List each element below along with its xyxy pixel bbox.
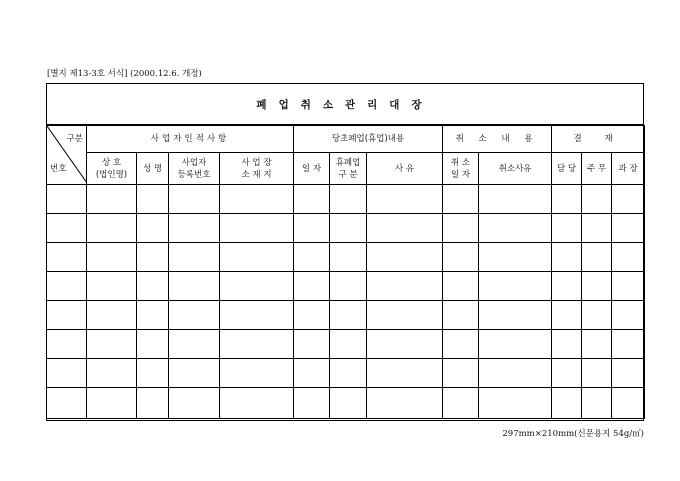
table-cell[interactable] <box>582 272 612 301</box>
table-cell[interactable] <box>87 214 137 243</box>
table-cell[interactable] <box>294 359 330 388</box>
header-trade-name: 상 호 (법인명) <box>87 153 137 185</box>
table-cell[interactable] <box>137 243 169 272</box>
table-cell[interactable] <box>137 359 169 388</box>
table-cell[interactable] <box>582 359 612 388</box>
table-cell[interactable] <box>137 214 169 243</box>
table-cell[interactable] <box>479 359 552 388</box>
table-cell[interactable] <box>552 243 582 272</box>
table-cell[interactable] <box>367 359 443 388</box>
table-cell[interactable] <box>367 301 443 330</box>
table-cell[interactable] <box>220 330 294 359</box>
gubun-beonho-cell <box>47 126 87 185</box>
table-cell[interactable] <box>443 272 479 301</box>
header-group-closure: 당초폐업(휴업)내용 <box>294 126 443 153</box>
table-cell[interactable] <box>137 388 169 419</box>
table-row <box>47 185 645 214</box>
table-cell[interactable] <box>47 359 87 388</box>
table-cell[interactable] <box>552 359 582 388</box>
table-cell[interactable] <box>330 214 367 243</box>
table-cell[interactable] <box>582 214 612 243</box>
table-cell[interactable] <box>552 330 582 359</box>
table-cell[interactable] <box>330 359 367 388</box>
paper-spec: 297mm×210mm(신문용지 54g/㎡) <box>502 429 644 439</box>
header-cancel-reason: 취소사유 <box>479 153 552 185</box>
table-cell[interactable] <box>137 301 169 330</box>
table-cell[interactable] <box>87 301 137 330</box>
table-row <box>47 330 645 359</box>
table-cell[interactable] <box>169 272 220 301</box>
header-row-groups <box>47 126 645 153</box>
table-cell[interactable] <box>220 301 294 330</box>
table-cell[interactable] <box>443 359 479 388</box>
ledger-frame <box>46 83 644 421</box>
table-cell[interactable] <box>479 214 552 243</box>
table-cell[interactable] <box>220 214 294 243</box>
table-cell[interactable] <box>294 388 330 419</box>
table-cell[interactable] <box>612 330 645 359</box>
table-cell[interactable] <box>87 243 137 272</box>
table-cell[interactable] <box>479 185 552 214</box>
table-cell[interactable] <box>443 388 479 419</box>
table-cell[interactable] <box>479 330 552 359</box>
table-cell[interactable] <box>294 243 330 272</box>
table-cell[interactable] <box>47 388 87 419</box>
table-cell[interactable] <box>294 185 330 214</box>
table-cell[interactable] <box>582 388 612 419</box>
table-cell[interactable] <box>169 330 220 359</box>
table-cell[interactable] <box>330 330 367 359</box>
table-cell[interactable] <box>294 214 330 243</box>
table-cell[interactable] <box>552 272 582 301</box>
table-cell[interactable] <box>87 330 137 359</box>
table-cell[interactable] <box>87 388 137 419</box>
table-row <box>47 359 645 388</box>
table-cell[interactable] <box>330 243 367 272</box>
table-cell[interactable] <box>612 301 645 330</box>
header-group-cancel: 취 소 내 용 <box>443 126 552 153</box>
table-cell[interactable] <box>220 185 294 214</box>
table-cell[interactable] <box>220 359 294 388</box>
table-cell[interactable] <box>169 243 220 272</box>
table-cell[interactable] <box>612 359 645 388</box>
table-cell[interactable] <box>330 301 367 330</box>
table-cell[interactable] <box>220 272 294 301</box>
table-cell[interactable] <box>367 388 443 419</box>
table-cell[interactable] <box>47 330 87 359</box>
table-cell[interactable] <box>479 272 552 301</box>
table-cell[interactable] <box>169 388 220 419</box>
table-cell[interactable] <box>612 272 645 301</box>
header-reason: 사 유 <box>367 153 443 185</box>
table-cell[interactable] <box>294 272 330 301</box>
table-cell[interactable] <box>552 185 582 214</box>
table-cell[interactable] <box>443 301 479 330</box>
header-closure-type: 휴폐업 구 분 <box>330 153 367 185</box>
header-name: 성 명 <box>137 153 169 185</box>
table-cell[interactable] <box>367 272 443 301</box>
table-cell[interactable] <box>479 243 552 272</box>
table-cell[interactable] <box>47 272 87 301</box>
table-cell[interactable] <box>612 214 645 243</box>
table-cell[interactable] <box>137 185 169 214</box>
table-cell[interactable] <box>87 359 137 388</box>
table-cell[interactable] <box>443 243 479 272</box>
header-location: 사 업 장 소 재 지 <box>220 153 294 185</box>
header-chief: 주 무 <box>582 153 612 185</box>
table-cell[interactable] <box>169 301 220 330</box>
table-cell[interactable] <box>479 388 552 419</box>
header-head: 과 장 <box>612 153 645 185</box>
table-cell[interactable] <box>612 185 645 214</box>
table-row <box>47 214 645 243</box>
table-cell[interactable] <box>294 330 330 359</box>
table-cell[interactable] <box>443 214 479 243</box>
table-cell[interactable] <box>443 185 479 214</box>
form-number: [별지 제13-3호 서식] (2000.12.6. 개정) <box>47 69 202 79</box>
table-row <box>47 272 645 301</box>
table-cell[interactable] <box>330 388 367 419</box>
table-cell[interactable] <box>552 301 582 330</box>
table-cell[interactable] <box>87 272 137 301</box>
header-beonho: 번호 <box>50 164 67 174</box>
table-cell[interactable] <box>47 243 87 272</box>
table-cell[interactable] <box>552 214 582 243</box>
header-reg-no: 사업자 등록번호 <box>169 153 220 185</box>
table-cell[interactable] <box>47 214 87 243</box>
table-cell[interactable] <box>137 272 169 301</box>
table-cell[interactable] <box>479 301 552 330</box>
table-row <box>47 243 645 272</box>
table-cell[interactable] <box>294 301 330 330</box>
table-cell[interactable] <box>367 185 443 214</box>
table-cell[interactable] <box>137 330 169 359</box>
header-cancel-date: 취 소 일 자 <box>443 153 479 185</box>
table-row <box>47 301 645 330</box>
table-cell[interactable] <box>367 243 443 272</box>
header-group-business: 사업자인적사항 <box>87 126 294 153</box>
table-cell[interactable] <box>367 330 443 359</box>
table-cell[interactable] <box>87 185 137 214</box>
header-row-columns <box>47 153 645 185</box>
table-cell[interactable] <box>612 243 645 272</box>
table-cell[interactable] <box>582 185 612 214</box>
table-row <box>47 388 645 419</box>
table-cell[interactable] <box>220 243 294 272</box>
table-cell[interactable] <box>582 301 612 330</box>
table-cell[interactable] <box>330 185 367 214</box>
header-group-approval: 결 재 <box>552 126 645 153</box>
table-cell[interactable] <box>220 388 294 419</box>
ledger-body <box>47 185 645 419</box>
table-cell[interactable] <box>169 214 220 243</box>
table-cell[interactable] <box>443 330 479 359</box>
header-date: 일 자 <box>294 153 330 185</box>
table-cell[interactable] <box>552 388 582 419</box>
table-cell[interactable] <box>582 330 612 359</box>
table-cell[interactable] <box>367 214 443 243</box>
table-cell[interactable] <box>612 388 645 419</box>
table-cell[interactable] <box>582 243 612 272</box>
ledger-title: 폐업취소관리대장 <box>47 84 643 125</box>
table-cell[interactable] <box>169 359 220 388</box>
header-manager: 담 당 <box>552 153 582 185</box>
table-cell[interactable] <box>47 185 87 214</box>
table-cell[interactable] <box>330 272 367 301</box>
ledger-table <box>46 125 645 419</box>
table-cell[interactable] <box>169 185 220 214</box>
header-gubun: 구분 <box>66 134 83 144</box>
table-cell[interactable] <box>47 301 87 330</box>
